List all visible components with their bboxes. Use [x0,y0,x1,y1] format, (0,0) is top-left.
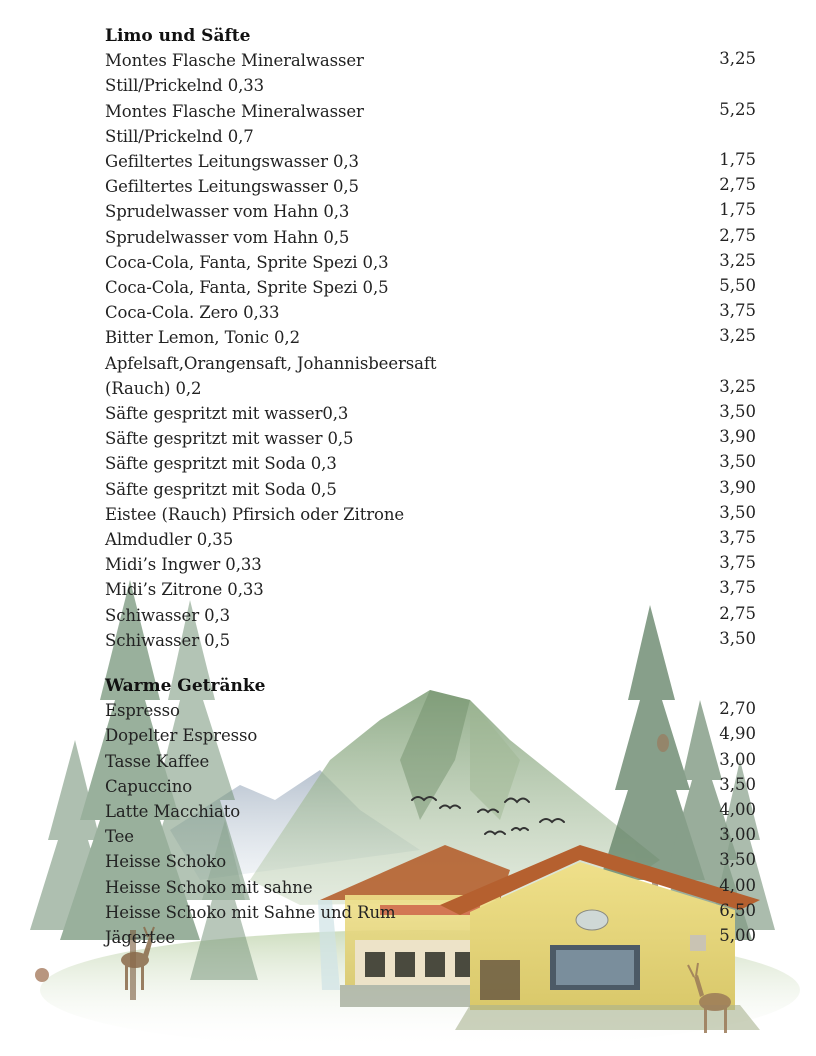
menu-item-price: 3,75 [719,578,756,598]
menu-item-name: Heisse Schoko mit Sahne und Rum [105,902,396,922]
menu-item-name: Still/Prickelnd 0,7 [105,126,254,146]
menu-item-price: 5,50 [719,276,756,295]
menu-item-name: Midi’s Zitrone 0,33 [105,580,264,600]
menu-item-name: Gefiltertes Leitungswasser 0,5 [105,177,359,197]
menu-item-price: 3,50 [719,628,756,648]
menu-item-price: 3,75 [719,301,756,321]
menu-item-name: Montes Flasche Mineralwasser [105,101,364,121]
menu-item-price: 3,50 [719,850,756,870]
menu-item-price: 3,75 [719,553,756,573]
menu-item-name: Säfte gespritzt mit wasser 0,5 [105,429,354,449]
menu-item-name: Almdudler 0,35 [105,530,234,549]
menu-item-price: 1,75 [719,150,756,169]
menu-item-price: 3,50 [719,774,756,794]
menu-item-name: Apfelsaft,Orangensaft, Johannisbeersaft [105,353,437,373]
menu-item-name: Schiwasser 0,3 [105,605,231,625]
menu-item-price: 3,75 [719,528,756,547]
menu-item-name: Schiwasser 0,5 [105,630,231,650]
menu-item-name: Tasse Kaffee [105,751,210,771]
menu-item-price: 3,25 [719,376,756,396]
menu-item-price: 3,50 [719,402,756,421]
menu-item-name: Gefiltertes Leitungswasser 0,3 [105,152,359,171]
menu-item-price: 3,90 [719,477,756,497]
menu-item-price: 5,00 [719,926,756,945]
menu-item-name: Sprudelwasser vom Hahn 0,5 [105,227,350,247]
menu-item-price: 2,70 [719,699,756,719]
menu-item-name: Heisse Schoko mit sahne [105,877,313,897]
menu-item-name: Dopelter Espresso [105,726,258,746]
menu-item-price: 2,75 [719,175,756,195]
menu-item-price: 3,00 [719,825,756,845]
menu-item-price: 4,90 [719,724,756,744]
menu-item-price: 3,25 [719,326,756,346]
menu-item-price: 3,90 [719,427,756,447]
menu-item-name: Säfte gespritzt mit Soda 0,3 [105,454,337,474]
menu-item-price: 3,50 [719,452,756,472]
menu-item-name: Capuccino [105,776,193,796]
menu-item-price: 3,50 [719,502,756,522]
menu-item-name: Coca-Cola, Fanta, Sprite Spezi 0,3 [105,252,389,272]
menu-item-name: Säfte gespritzt mit wasser0,3 [105,404,349,423]
menu-item-name: Still/Prickelnd 0,33 [105,76,265,96]
menu-item-name: Espresso [105,701,180,721]
menu-item-price: 2,75 [719,225,756,245]
menu-item-price: 3,25 [719,250,756,270]
menu-item-name: Latte Macchiato [105,802,241,821]
menu-item-name: Säfte gespritzt mit Soda 0,5 [105,479,337,499]
menu-item-name: Eistee (Rauch) Pfirsich oder Zitrone [105,504,405,524]
menu-item-name: Midi’s Ingwer 0,33 [105,555,262,575]
menu-item-price: 3,25 [719,49,756,69]
menu-item-name: (Rauch) 0,2 [105,378,202,398]
menu-item-price: 2,75 [719,603,756,623]
menu-item-price: 4,00 [719,875,756,895]
menu-item-name: Heisse Schoko [105,852,227,872]
section-heading: Limo und Säfte [105,26,251,46]
menu-item-name: Montes Flasche Mineralwasser [105,51,364,71]
menu-item-name: Coca-Cola. Zero 0,33 [105,303,280,323]
menu-item-price: 3,00 [719,749,756,769]
menu-item-name: Bitter Lemon, Tonic 0,2 [105,328,300,348]
menu-item-name: Sprudelwasser vom Hahn 0,3 [105,202,350,222]
menu-item-name: Tee [105,827,134,847]
menu-item-price: 5,25 [719,99,756,119]
menu-item-name: Jägertee [105,928,176,947]
menu-item-price: 6,50 [719,900,756,920]
menu-item-price: 4,00 [719,800,756,819]
section-heading: Warme Getränke [105,676,266,696]
menu-item-name: Coca-Cola, Fanta, Sprite Spezi 0,5 [105,278,389,297]
menu-item-price: 1,75 [719,200,756,220]
